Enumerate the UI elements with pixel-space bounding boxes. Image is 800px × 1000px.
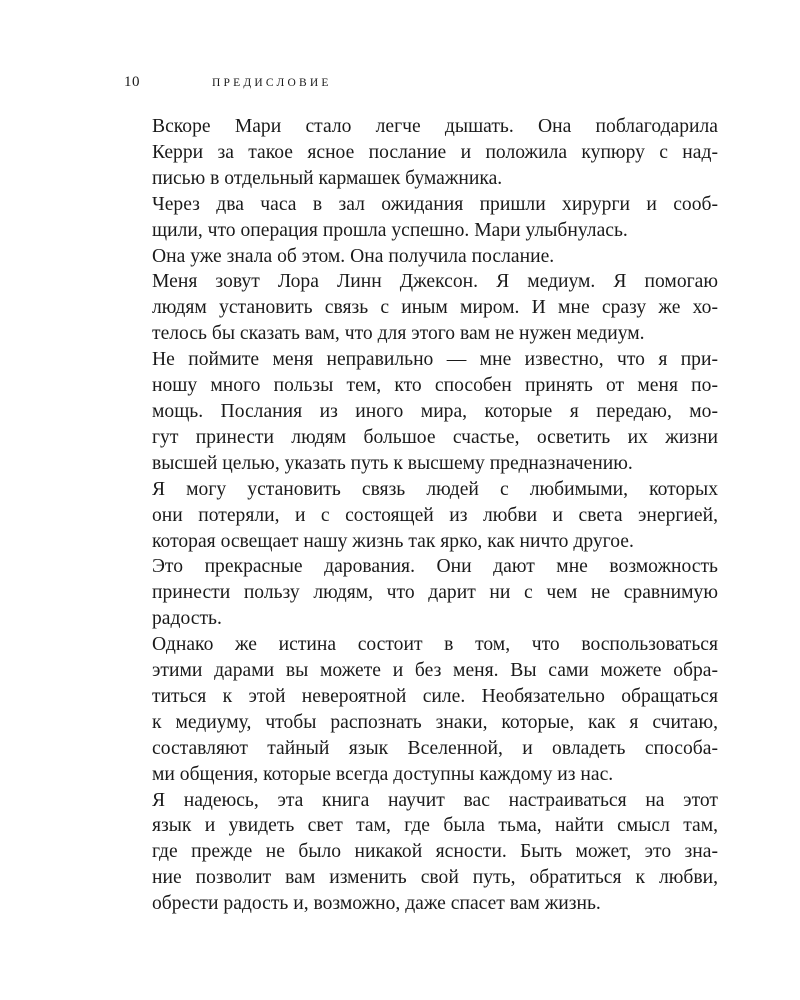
paragraph xyxy=(124,244,718,270)
text-line: обрести радость и, возможно, даже спасет вам жизнь. xyxy=(152,893,601,915)
paragraph xyxy=(124,269,718,347)
body-text xyxy=(124,114,718,917)
text-line: Я надеюсь, эта книга научит вас настраиваться на этот xyxy=(152,789,718,811)
text-line: они потеряли, и с состоящей из любви и света энергией, xyxy=(152,504,718,526)
paragraph xyxy=(124,114,718,192)
text-line: высшей целью, указать путь к высшему предназначению. xyxy=(152,452,633,474)
text-line: гут принести людям большое счастье, осветить их жизни xyxy=(152,426,718,448)
running-head xyxy=(124,74,332,94)
text-line: Однако же истина состоит в том, что воспользоваться xyxy=(152,634,718,656)
text-line: Меня зовут Лора Линн Джексон. Я медиум. Я помогаю xyxy=(152,271,718,293)
text-line: этими дарами вы можете и без меня. Вы сами можете обра- xyxy=(152,660,718,682)
text-line: ми общения, которые всегда доступны каждому из нас. xyxy=(152,763,614,785)
text-line: Это прекрасные дарования. Они дают мне возможность xyxy=(152,556,718,578)
paragraph xyxy=(124,347,718,477)
text-line: Через два часа в зал ожидания пришли хирурги и сооб- xyxy=(152,193,718,215)
text-line: Я могу установить связь людей с любимыми, которых xyxy=(152,478,718,500)
paragraph xyxy=(124,477,718,555)
text-line: Она уже знала об этом. Она получила послание. xyxy=(152,245,555,267)
text-line: писью в отдельный кармашек бумажника. xyxy=(152,167,503,189)
text-line: принести пользу людям, что дарит ни с чем не сравнимую xyxy=(152,582,718,604)
paragraph xyxy=(124,192,718,244)
text-line: людям установить связь с иным миром. И мне сразу же хо- xyxy=(152,297,718,319)
text-line: где прежде не было никакой ясности. Быть может, это зна- xyxy=(152,841,718,863)
text-line: язык и увидеть свет там, где была тьма, найти смысл там, xyxy=(152,815,718,837)
text-line: мощь. Послания из иного мира, которые я передаю, мо- xyxy=(152,400,718,422)
text-line: составляют тайный язык Вселенной, и овладеть способа- xyxy=(152,737,718,759)
text-line: Не поймите меня неправильно — мне известно, что я при- xyxy=(152,349,718,371)
text-line: телось бы сказать вам, что для этого вам не нужен медиум. xyxy=(152,323,645,345)
paragraph xyxy=(124,554,718,632)
page-number: 10 xyxy=(124,74,140,90)
text-line: щили, что операция прошла успешно. Мари улыбнулась. xyxy=(152,219,628,241)
text-line: радость. xyxy=(152,608,222,630)
text-line: Вскоре Мари стало легче дышать. Она поблагодарила xyxy=(152,116,718,137)
text-line: титься к этой невероятной силе. Необязательно обращаться xyxy=(152,685,718,707)
text-line: Керри за такое ясное послание и положила купюру с над- xyxy=(152,141,718,163)
paragraph xyxy=(124,632,718,787)
text-line: ношу много пользы тем, кто способен принять от меня по- xyxy=(152,375,718,397)
text-line: к медиуму, чтобы распознать знаки, которые, как я считаю, xyxy=(152,711,718,733)
text-line: которая освещает нашу жизнь так ярко, как ничто другое. xyxy=(152,530,634,552)
paragraph xyxy=(124,788,718,918)
text-line: ние позволит вам изменить свой путь, обратиться к любви, xyxy=(152,867,718,889)
section-title: ПРЕДИСЛОВИЕ xyxy=(212,77,332,89)
